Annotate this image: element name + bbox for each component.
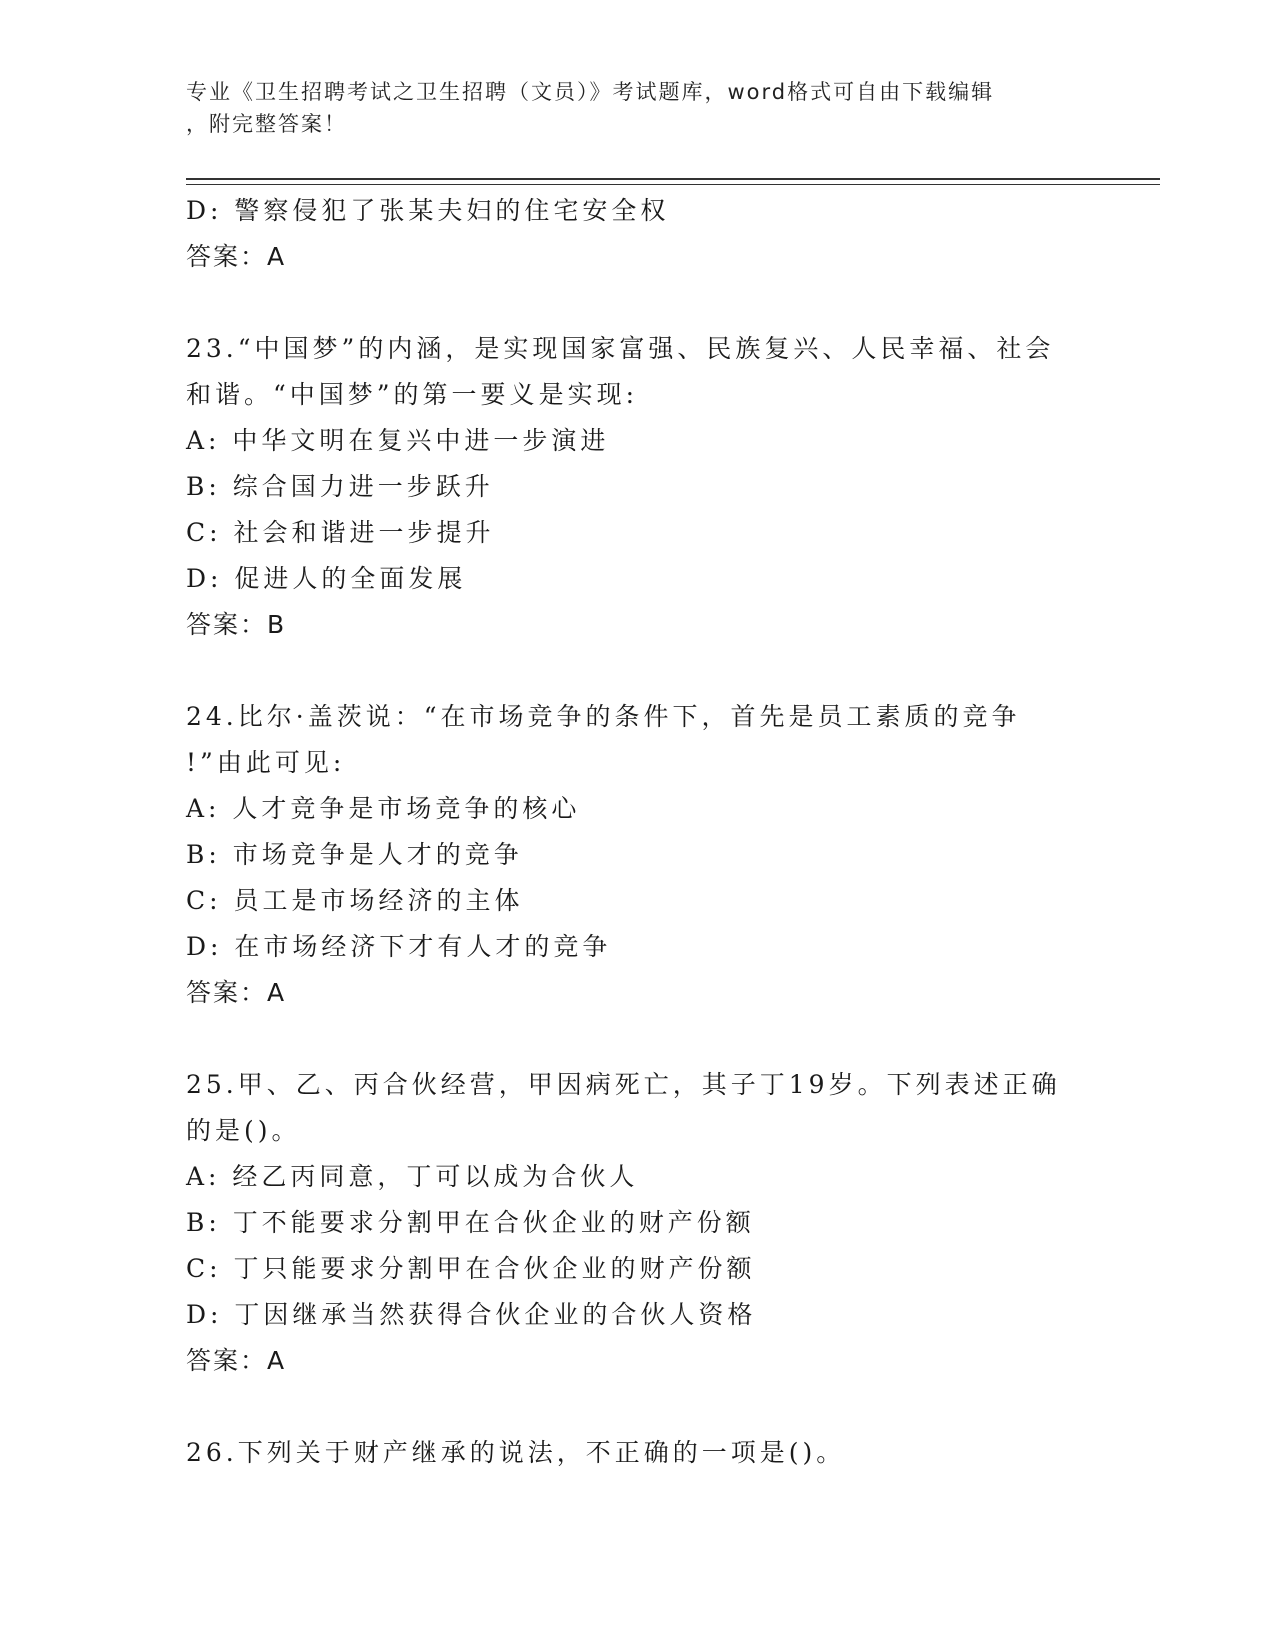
- option-b: B: 市场竞争是人才的竞争: [186, 840, 523, 869]
- question-26: [186, 1430, 1086, 1476]
- option-b: B: 丁不能要求分割甲在合伙企业的财产份额: [186, 1208, 755, 1237]
- option-a: A: 人才竞争是市场竞争的核心: [186, 794, 581, 823]
- option-c: C: 员工是市场经济的主体: [186, 886, 524, 915]
- header-divider-thick: [186, 178, 1160, 180]
- option-d: D: 在市场经济下才有人才的竞争: [186, 932, 612, 961]
- spacer: [186, 1016, 1086, 1062]
- answer-label: 答案：A: [186, 242, 287, 271]
- option-d: D: 丁因继承当然获得合伙企业的合伙人资格: [186, 1300, 757, 1329]
- option-c: C: 社会和谐进一步提升: [186, 518, 495, 547]
- question-list: [186, 188, 1086, 1476]
- question-stem: 23.“中国梦”的内涵，是实现国家富强、民族复兴、人民幸福、社会: [186, 334, 1055, 363]
- answer-label: 答案：A: [186, 978, 287, 1007]
- header-divider-thin: [186, 184, 1160, 185]
- option-c: C: 丁只能要求分割甲在合伙企业的财产份额: [186, 1254, 756, 1283]
- document-header: [186, 76, 1066, 140]
- question-stem: 24.比尔·盖茨说：“在市场竞争的条件下，首先是员工素质的竞争: [186, 702, 1021, 731]
- header-line-1: 专业《卫生招聘考试之卫生招聘（文员）》考试题库，word格式可自由下载编辑: [186, 80, 995, 104]
- question-stem: 26.下列关于财产继承的说法，不正确的一项是()。: [186, 1438, 846, 1467]
- question-25: [186, 1062, 1086, 1384]
- previous-question-tail: [186, 188, 1086, 280]
- question-24: [186, 694, 1086, 1016]
- option-b: B: 综合国力进一步跃升: [186, 472, 494, 501]
- question-stem-continued: 和谐。“中国梦”的第一要义是实现:: [186, 380, 638, 409]
- question-stem-continued: !”由此可见:: [186, 748, 346, 777]
- question-23: [186, 326, 1086, 648]
- option-a: A: 中华文明在复兴中进一步演进: [186, 426, 610, 455]
- question-stem-continued: 的是()。: [186, 1116, 301, 1145]
- header-line-2: ，附完整答案！: [186, 112, 347, 136]
- answer-label: 答案：A: [186, 1346, 287, 1375]
- option-d: D: 促进人的全面发展: [186, 564, 467, 593]
- question-stem: 25.甲、乙、丙合伙经营，甲因病死亡，其子丁19岁。下列表述正确: [186, 1070, 1061, 1099]
- option-a: A: 经乙丙同意，丁可以成为合伙人: [186, 1162, 639, 1191]
- option-d: D: 警察侵犯了张某夫妇的住宅安全权: [186, 196, 670, 225]
- answer-label: 答案：B: [186, 610, 287, 639]
- spacer: [186, 280, 1086, 326]
- spacer: [186, 1384, 1086, 1430]
- spacer: [186, 648, 1086, 694]
